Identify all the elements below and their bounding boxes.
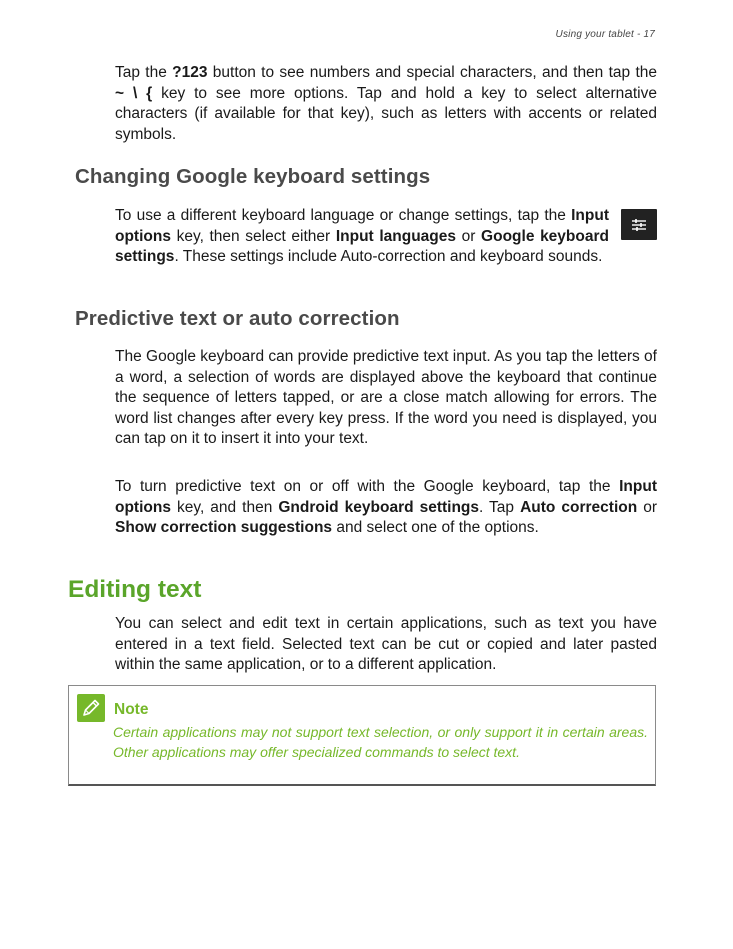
note-box [68, 685, 656, 786]
running-head: Using your tablet - 17 [555, 29, 655, 40]
predictive-paragraph-1: The Google keyboard can provide predictive text input. As you tap the letters of a word, a selection of words are displayed above the keyboard that continue the sequence of letters tapped, or are a close match allowing for errors. The word list changes after every key press. If the word you need is displayed, you can tap on it to insert it into your text. [115, 348, 657, 448]
section-heading-keyboard-settings: Changing Google keyboard settings [75, 165, 431, 188]
section-heading-predictive-text: Predictive text or auto correction [75, 307, 400, 330]
editing-paragraph: You can select and edit text in certain applications, such as text you have entered in a text field. Selected text can be cut or copied and later pasted within the same application, or to a different application. [115, 615, 657, 674]
section-heading-editing-text: Editing text [68, 576, 202, 603]
note-title: Note [114, 701, 149, 718]
intro-paragraph: Tap the ?123 button to see numbers and special characters, and then tap the ~ \ { key to see more options. Tap and hold a key to select alternative characters (if available for that key), such as letters with accents or related symbols. [115, 64, 657, 143]
input-options-icon [621, 209, 657, 240]
pencil-icon [77, 694, 105, 722]
keyboard-settings-paragraph: To use a different keyboard language or change settings, tap the Input options key, then select either Input languages or Google keyboard settings. These settings include Auto-correction and keyboard sounds. [115, 207, 609, 266]
predictive-paragraph-2: To turn predictive text on or off with the Google keyboard, tap the Input options key, and then Gndroid keyboard settings. Tap Auto correction or Show correction suggestions and select one of the options. [115, 478, 657, 537]
note-text: Certain applications may not support text selection, or only support it in certain areas. Other applications may offer specialized commands to select text. [113, 724, 648, 760]
